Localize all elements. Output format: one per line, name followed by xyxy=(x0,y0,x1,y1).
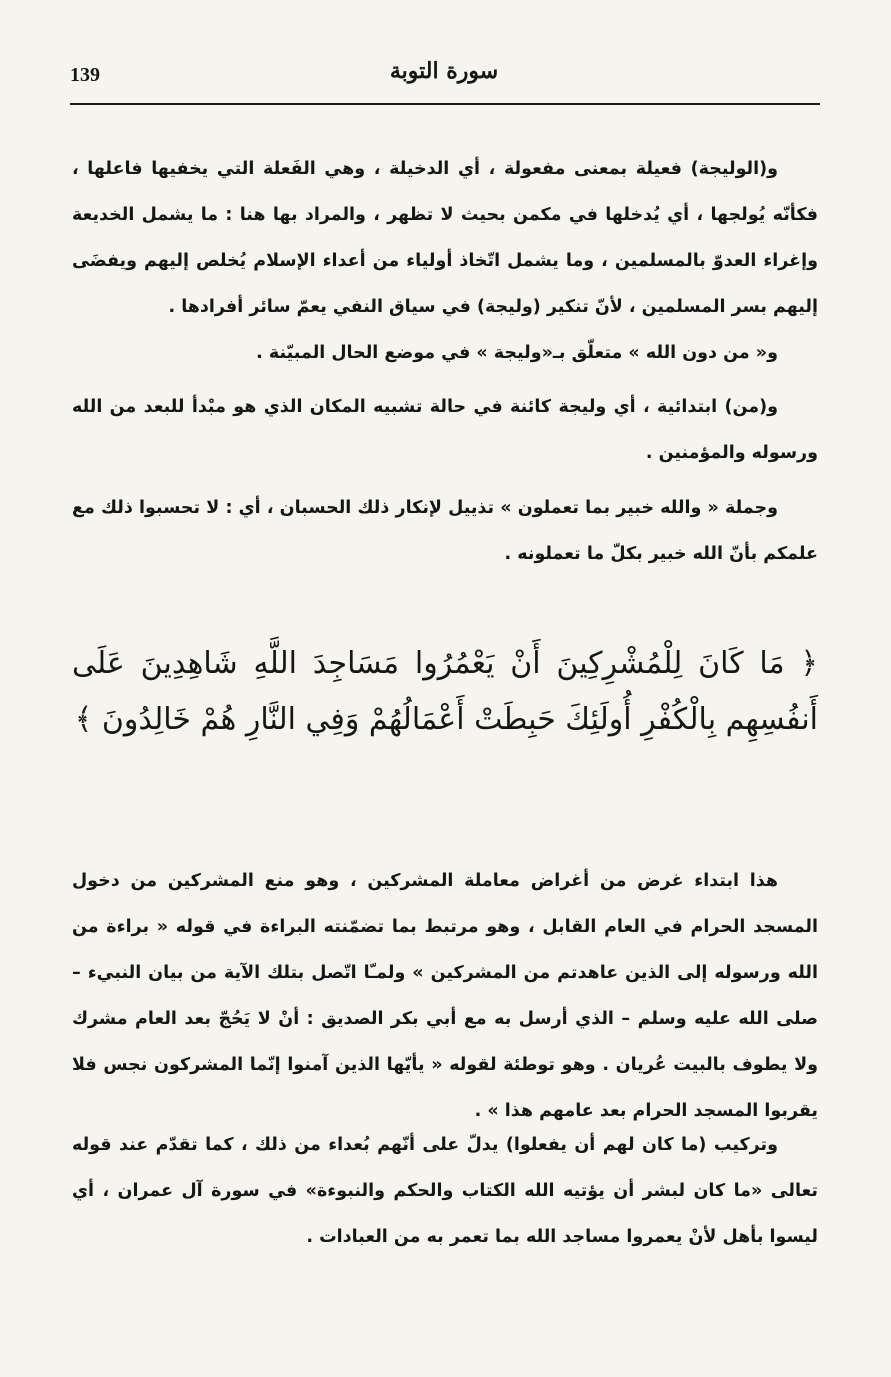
page-header xyxy=(70,58,818,102)
paragraph-text: وجملة « والله خبير بما تعملون » تذييل لإنكار ذلك الحسبان ، أي : لا تحسبوا ذلك مع علمكم بأنّ الله خبير بكلّ ما تعملونه . xyxy=(72,498,818,564)
paragraph-min-ibtidaiya xyxy=(72,384,818,476)
quran-verse xyxy=(72,636,818,748)
paragraph-tarkeeb xyxy=(72,1122,818,1260)
header-rule xyxy=(70,103,820,105)
paragraph-text: و(الوليجة) فعيلة بمعنى مفعولة ، أي الدخيلة ، وهي الفَعلة التي يخفيها فاعلها ، فكأنّه يُولجها ، أي يُدخلها في مكمن بحيث لا تظهر ، والمراد بها هنا : ما يشمل الخديعة وإغراء العدوّ بالمسلمين ، وما يشمل اتّخاذ أولياء من أعداء الإسلام يُخلص إليهم ويفضَى إليهم بسر المسلمين ، لأنّ تنكير (وليجة) في سياق النفي يعمّ سائر أفرادها . xyxy=(72,159,818,317)
paragraph-min-dun-allah xyxy=(72,330,818,376)
paragraph-waleeja xyxy=(72,146,818,330)
paragraph-gharad xyxy=(72,858,818,1134)
paragraph-text: و(من) ابتدائية ، أي وليجة كائنة في حالة تشبيه المكان الذي هو مبْدأ للبعد من الله ورسوله والمؤمنين . xyxy=(72,397,818,463)
verse-text: ﴿ مَا كَانَ لِلْمُشْرِكِينَ أَنْ يَعْمُرُوا مَسَاجِدَ اللَّهِ شَاهِدِينَ عَلَى أَنفُسِهِم بِالْكُفْرِ أُولَئِكَ حَبِطَتْ أَعْمَالُهُمْ وَفِي النَّارِ هُمْ خَالِدُونَ ﴾ xyxy=(72,646,818,737)
page-number: 139 xyxy=(70,64,100,86)
paragraph-text: وتركيب (ما كان لهم أن يفعلوا) يدلّ على أنّهم بُعداء من ذلك ، كما تقدّم عند قوله تعالى «ما كان لبشر أن يؤتيه الله الكتاب والحكم والنبوءة» في سورة آل عمران ، أي ليسوا بأهل لأنْ يعمروا مساجد الله بما تعمر به من العبادات . xyxy=(72,1135,818,1247)
paragraph-text: هذا ابتداء غرض من أغراض معاملة المشركين ، وهو منع المشركين من دخول المسجد الحرام في العام القابل ، وهو مرتبط بما تضمّنته البراءة في قوله « براءة من الله ورسوله إلى الذين عاهدتم من المشركين » ولمـّا اتّصل بتلك الآية من بيان النبيء – صلى الله عليه وسلم – الذي أرسل به مع أبي بكر الصديق : أنْ لا يَحُجّ بعد العام مشرك ولا يطوف بالبيت عُريان . وهو توطئة لقوله « يأيّها الذين آمنوا إنّما المشركون نجس فلا يقربوا المسجد الحرام بعد عامهم هذا » . xyxy=(72,871,818,1121)
paragraph-jumla-tadhyil xyxy=(72,485,818,577)
running-title: سورة التوبة xyxy=(389,58,499,84)
paragraph-text: و« من دون الله » متعلّق بـ«وليجة » في موضع الحال المبيّنة . xyxy=(256,343,778,363)
